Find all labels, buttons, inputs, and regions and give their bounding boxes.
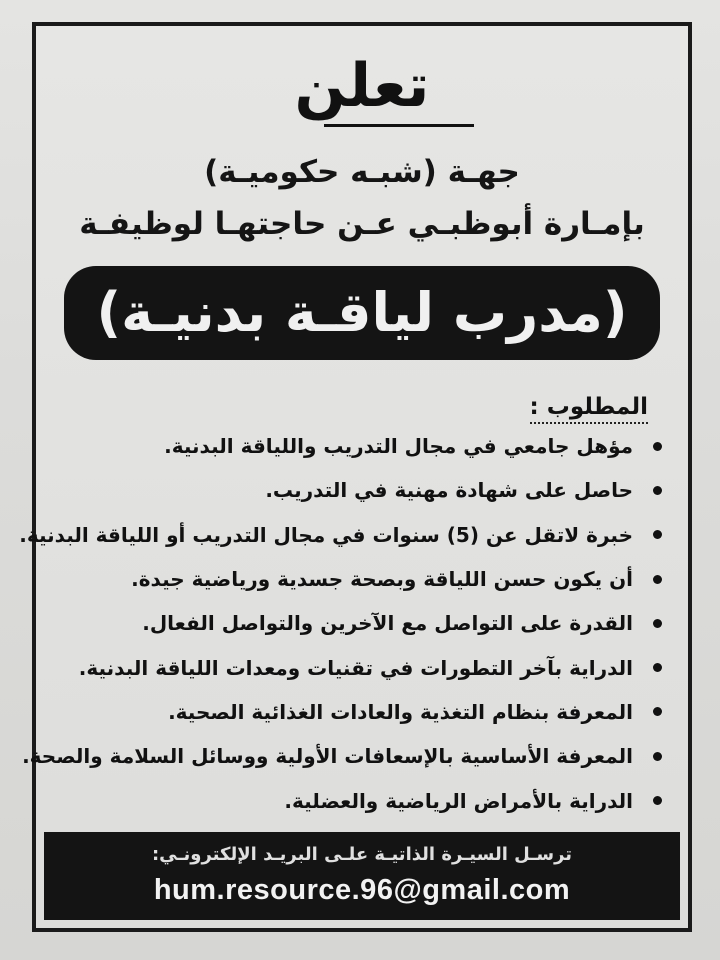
requirement-text: مؤهل جامعي في مجال التدريب واللياقة البدنية. [164, 434, 633, 459]
bullet-icon [653, 575, 662, 584]
list-item [56, 424, 662, 468]
requirements-list [19, 424, 662, 823]
job-advert-frame [19, 22, 692, 932]
list-item [56, 601, 662, 645]
bullet-icon [653, 486, 662, 495]
position-banner [64, 266, 660, 360]
bullet-icon [653, 530, 662, 539]
bullet-icon [653, 796, 662, 805]
list-item [56, 690, 662, 734]
title-underline [324, 124, 474, 127]
requirement-text: حاصل على شهادة مهنية في التدريب. [265, 478, 633, 503]
requirements-label: المطلوب : [530, 394, 648, 424]
submission-instruction: ترسـل السيـرة الذاتيـة علـى البريـد الإلكترونـي: [151, 844, 573, 865]
requirement-text: المعرفة بنظام التغذية والعادات الغذائية الصحية. [168, 699, 633, 724]
requirement-text: القدرة على التواصل مع الآخرين والتواصل الفعال. [142, 611, 633, 636]
requirement-text: المعرفة الأساسية بالإسعافات الأولية ووسائل السلامة والصحة. [22, 744, 633, 769]
list-item [56, 645, 662, 689]
requirement-text: خبرة لاتقل عن (5) سنوات في مجال التدريب أو اللياقة البدنية. [19, 522, 633, 547]
bullet-icon [653, 619, 662, 628]
requirement-text: الدراية بآخر التطورات في تقنيات ومعدات اللياقة البدنية. [78, 655, 633, 680]
bullet-icon [653, 442, 662, 451]
requirement-text: الدراية بالأمراض الرياضية والعضلية. [284, 788, 633, 813]
advert-title: تعلن [294, 51, 430, 121]
list-item [56, 778, 662, 822]
location-line: بإمـارة أبوظبـي عـن حاجتهـا لوظيفـة [79, 206, 645, 242]
bullet-icon [653, 663, 662, 672]
list-item [19, 513, 662, 557]
list-item [22, 734, 662, 778]
bullet-icon [653, 752, 662, 761]
employer-line: جهـة (شبـه حكوميـة) [204, 154, 520, 190]
list-item [56, 468, 662, 512]
list-item [56, 557, 662, 601]
bullet-icon [653, 707, 662, 716]
requirement-text: أن يكون حسن اللياقة وبصحة جسدية ورياضية جيدة. [131, 567, 633, 592]
position-title: (مدرب لياقـة بدنيـة) [96, 281, 628, 344]
contact-email[interactable]: hum.resource.96@gmail.com [153, 874, 571, 906]
contact-footer [44, 832, 680, 920]
